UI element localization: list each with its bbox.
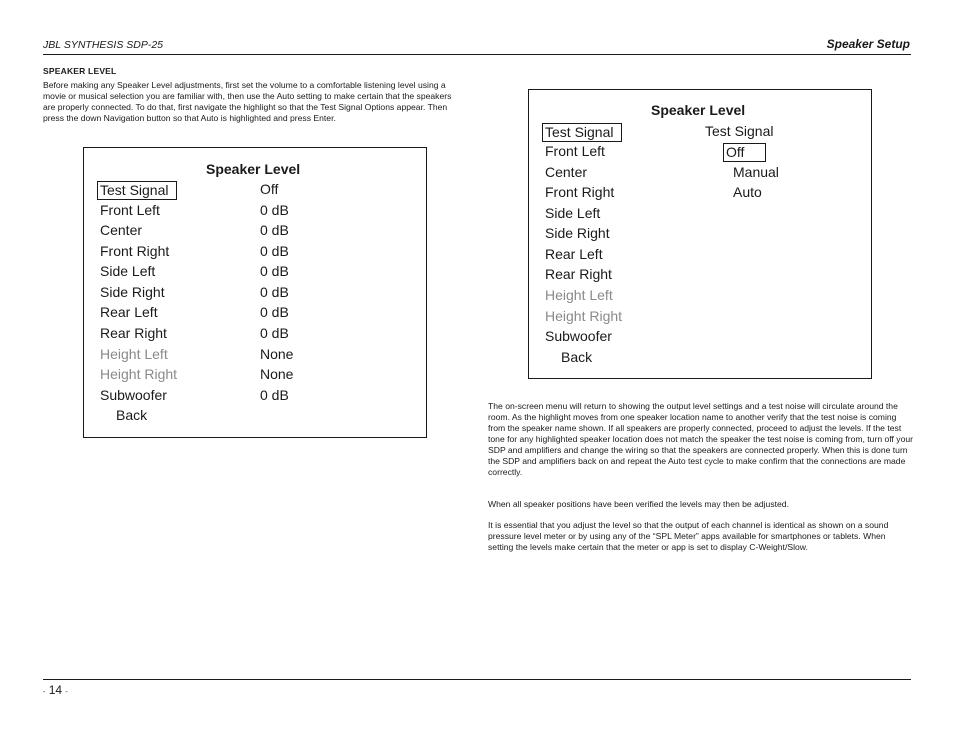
- menu-item-front-left[interactable]: Front Left: [100, 202, 160, 218]
- menu-item-height-left: Height Left: [545, 287, 613, 303]
- value-side-left: 0 dB: [260, 263, 289, 279]
- option-off[interactable]: Off: [726, 143, 766, 162]
- page-number: - 14 -: [43, 683, 68, 697]
- menu-title: Speaker Level: [206, 161, 301, 177]
- menu-item-back[interactable]: Back: [116, 407, 148, 423]
- header-rule: [43, 54, 911, 55]
- menu-item-center[interactable]: Center: [545, 164, 588, 180]
- paragraph-verified: When all speaker positions have been verified the levels may then be adjusted.: [488, 499, 789, 509]
- value-rear-right: 0 dB: [260, 325, 289, 341]
- value-front-right: 0 dB: [260, 243, 289, 259]
- value-side-right: 0 dB: [260, 284, 289, 300]
- menu-item-height-left: Height Left: [100, 346, 168, 362]
- menu-item-height-right: Height Right: [100, 366, 178, 382]
- menu-item-subwoofer[interactable]: Subwoofer: [100, 387, 167, 403]
- value-height-right: None: [260, 366, 294, 382]
- options-header: Test Signal: [705, 123, 774, 139]
- intro-paragraph: Before making any Speaker Level adjustments, first set the volume to a comfortable listening level using a movie or musical selection you are familiar with, then use the Auto setting to make certain that the speakers are properly connected. To do that, first navigate the highlight so that the Test Signal Options appear. Then press the down Navigation button so that Auto is highlighted and press Enter.: [43, 80, 452, 123]
- header-section-name: Speaker Setup: [826, 37, 910, 51]
- menu-item-test-signal[interactable]: Test Signal: [545, 123, 622, 142]
- value-center: 0 dB: [260, 222, 289, 238]
- section-title: SPEAKER LEVEL: [43, 66, 117, 76]
- menu-item-subwoofer[interactable]: Subwoofer: [545, 328, 612, 344]
- menu-item-rear-right[interactable]: Rear Right: [545, 266, 612, 282]
- menu-item-side-left[interactable]: Side Left: [545, 205, 601, 221]
- menu-item-front-right[interactable]: Front Right: [545, 184, 615, 200]
- menu-item-back[interactable]: Back: [561, 349, 593, 365]
- paragraph-auto-test: The on-screen menu will return to showing the output level settings and a test noise will circulate around the room. As the highlight moves from one speaker location name to another verify that the test noise is coming from the speaker name shown. If all speakers are properly connected, proceed to adjust the levels. If the test tone for any highlighted speaker location does not match the speaker the test noise is coming from, turn off your SDP and amplifiers and change the wiring so that the speakers are connected properly. When this is done turn the SDP and amplifiers back on and repeat the Auto test cycle to make confirm that the connections are made correctly.: [488, 401, 913, 477]
- menu-item-rear-left[interactable]: Rear Left: [100, 304, 158, 320]
- option-manual[interactable]: Manual: [733, 164, 779, 180]
- value-subwoofer: 0 dB: [260, 387, 289, 403]
- menu-item-side-right[interactable]: Side Right: [100, 284, 165, 300]
- option-auto[interactable]: Auto: [733, 184, 762, 200]
- paragraph-spl-meter: It is essential that you adjust the level so that the output of each channel is identical as shown on a sound pressure level meter or by using any of the “SPL Meter” apps available for smartphones or tablets. When setting the levels make certain that the meter or app is set to display C-Weight/Slow.: [488, 520, 889, 552]
- menu-item-height-right: Height Right: [545, 308, 623, 324]
- menu-item-side-left[interactable]: Side Left: [100, 263, 156, 279]
- footer-rule: [43, 679, 911, 680]
- value-test-signal: Off: [260, 181, 279, 197]
- value-height-left: None: [260, 346, 294, 362]
- menu-item-side-right[interactable]: Side Right: [545, 225, 610, 241]
- menu-item-front-right[interactable]: Front Right: [100, 243, 170, 259]
- menu-title: Speaker Level: [651, 102, 746, 118]
- speaker-level-menu: [83, 147, 427, 438]
- menu-item-test-signal[interactable]: Test Signal: [100, 181, 177, 200]
- menu-item-front-left[interactable]: Front Left: [545, 143, 605, 159]
- value-front-left: 0 dB: [260, 202, 289, 218]
- menu-item-rear-right[interactable]: Rear Right: [100, 325, 167, 341]
- value-rear-left: 0 dB: [260, 304, 289, 320]
- menu-item-center[interactable]: Center: [100, 222, 143, 238]
- speaker-level-test-signal-menu: [528, 89, 872, 379]
- header-product-name: JBL SYNTHESIS SDP-25: [43, 39, 164, 51]
- menu-item-rear-left[interactable]: Rear Left: [545, 246, 603, 262]
